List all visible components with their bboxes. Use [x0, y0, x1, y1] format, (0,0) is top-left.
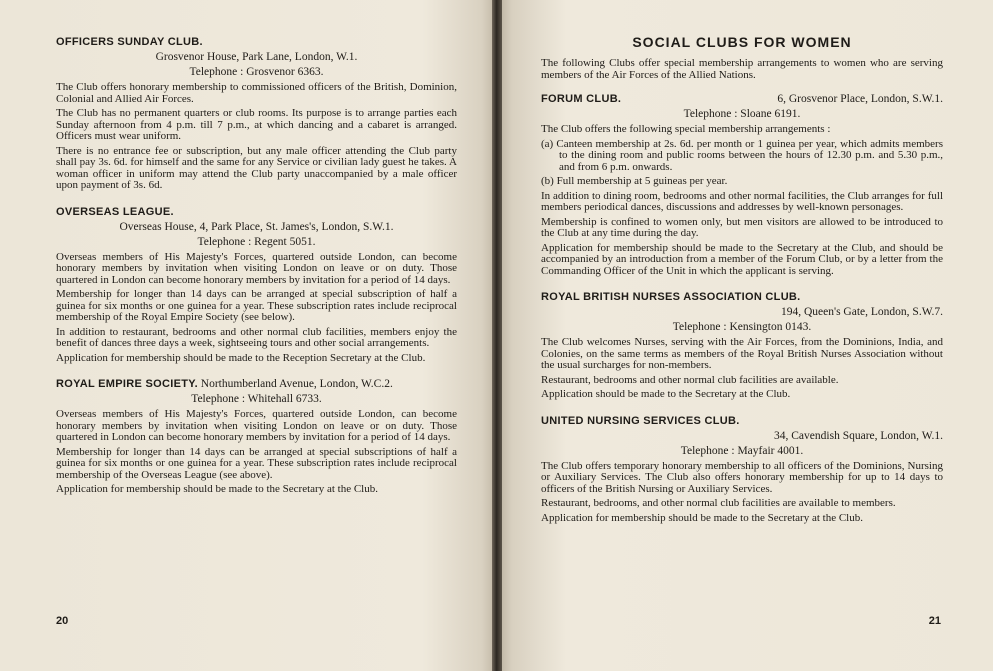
paragraph: Restaurant, bedrooms and other normal club facilities are available.: [541, 373, 839, 386]
club-address: 34, Cavendish Square, London, W.1.: [774, 429, 943, 442]
paragraph: There is no entrance fee or subscription, but any male officer attending the Club party shall pay 3s. 6d. for himself and the same for any Service or civilian lady guest he takes. A woman officer in uniform may attend the Club party unaccompanied by a male officer upon payment of 3s. 6d.: [56, 144, 457, 191]
paragraph: The Club has no permanent quarters or club rooms. Its purpose is to arrange parties each Sunday afternoon from 4 p.m. till 7 p.m., at which dancing and a cabaret is arranged. Officers must wear uniform.: [56, 107, 457, 142]
paragraph: Application for membership should be made to the Secretary at the Club.: [56, 483, 378, 495]
club-telephone: Telephone : Kensington 0143.: [672, 321, 812, 333]
paragraph: Overseas members of His Majesty's Forces, quartered outside London, can become honorary members by invitation when visiting London on leave or on duty. Those quartered in London can become honorary members by invitation for a period of 14 days.: [56, 250, 457, 286]
intro-paragraph: The following Clubs offer special membership arrangements to women who are serving members of the Air Forces of the Allied Nations.: [541, 57, 943, 81]
paragraph: Membership for longer than 14 days can be arranged at special subscriptions of half a guinea for six months or one guinea for a year. These subscription rates include reciprocal membership of the Overseas League (see above).: [56, 445, 457, 481]
list-item: (b) Full membership at 5 guineas per year.: [541, 175, 728, 187]
section-title: FORUM CLUB.: [541, 93, 622, 105]
paragraph: The Club offers honorary membership to commissioned officers of the British, Dominion, Colonial and Allied Air Forces.: [56, 81, 457, 105]
section-heading-line: [56, 378, 457, 391]
club-telephone: Telephone : Grosvenor 6363.: [189, 66, 324, 78]
section-title: ROYAL BRITISH NURSES ASSOCIATION CLUB.: [541, 291, 801, 303]
page-title: SOCIAL CLUBS FOR WOMEN: [632, 34, 852, 50]
section-title: OFFICERS SUNDAY CLUB.: [56, 36, 203, 48]
club-telephone: Telephone : Regent 5051.: [197, 235, 316, 248]
united-nursing-services-club-section: [541, 415, 943, 525]
paragraph: Application for membership should be made to the Secretary at the Club, and should be accompanied by an introduction from a member of the Forum Club, or by a letter from the Commanding Officer of the Unit in which the applicant is serving.: [541, 241, 943, 277]
club-address: Overseas House, 4, Park Place, St. James's, London, S.W.1.: [119, 220, 394, 233]
list-item: (a) Canteen membership at 2s. 6d. per month or 1 guinea per year, which admits members to the dining room and public rooms between the hours of 12.30 p.m. and 5.30 p.m., and from 6 p.m. onwards.: [541, 137, 943, 173]
paragraph: The Club welcomes Nurses, serving with the Air Forces, from the Dominions, India, and Colonies, on the same terms as members of the Royal British Nurses Association without the usual surcharges for non-members.: [541, 336, 943, 371]
paragraph: The Club offers temporary honorary membership to all officers of the Dominions, Nursing or Auxiliary Services. The Club also offers honorary membership for up to 14 days to officers of the British Nursing or Auxiliary Services.: [541, 459, 943, 495]
club-address: Grosvenor House, Park Lane, London, W.1.: [155, 51, 358, 63]
paragraph: Restaurant, bedrooms, and other normal club facilities are available to members.: [541, 497, 896, 509]
club-telephone: Telephone : Sloane 6191.: [683, 108, 801, 120]
page-number: 20: [56, 615, 69, 627]
paragraph: Membership is confined to women only, but men visitors are allowed to be introduced to the Club at any time during the day.: [541, 215, 943, 239]
club-address: 194, Queen's Gate, London, S.W.7.: [781, 306, 943, 318]
paragraph: Application should be made to the Secretary at the Club.: [541, 388, 791, 400]
right-page: [497, 0, 993, 671]
paragraph: In addition to dining room, bedrooms and other normal facilities, the Club arranges for full members periodical dances, discussions and addresses by well-known personages.: [541, 189, 943, 213]
officers-sunday-club-section: [56, 36, 457, 192]
section-title: UNITED NURSING SERVICES CLUB.: [541, 414, 740, 427]
paragraph: Application for membership should be made to the Secretary at the Club.: [541, 511, 863, 524]
paragraph: The Club offers the following special membership arrangements :: [541, 123, 831, 135]
section-heading-line: [541, 93, 943, 106]
club-telephone: Telephone : Whitehall 6733.: [191, 393, 322, 405]
paragraph: In addition to restaurant, bedrooms and other normal club facilities, members enjoy the benefit of dances three days a week, sightseeing tours and other social arrangements.: [56, 325, 457, 349]
club-address: 6, Grosvenor Place, London, S.W.1.: [777, 93, 943, 105]
paragraph: Overseas members of His Majesty's Forces, quartered outside London, can become honorary members by invitation when visiting London on leave or on duty. Those quartered in London can become honorary members by invitation for a period of 14 days.: [56, 408, 457, 443]
section-title: ROYAL EMPIRE SOCIETY.: [56, 378, 199, 390]
paragraph: Membership for longer than 14 days can be arranged at special subscription of half a guinea for six months or one guinea for a year. These subscription rates include reciprocal membership of the Royal Empire Society (see below).: [56, 288, 457, 323]
overseas-league-section: [56, 206, 457, 365]
book-gutter: [492, 0, 502, 671]
section-title: OVERSEAS LEAGUE.: [56, 205, 174, 218]
page-number: 21: [928, 615, 941, 627]
royal-british-nurses-club-section: [541, 291, 943, 401]
paragraph: Application for membership should be made to the Reception Secretary at the Club.: [56, 351, 426, 364]
forum-club-section: [541, 93, 943, 277]
club-address: Northumberland Avenue, London, W.C.2.: [200, 378, 393, 390]
royal-empire-society-section: [56, 378, 457, 496]
club-telephone: Telephone : Mayfair 4001.: [680, 444, 804, 457]
